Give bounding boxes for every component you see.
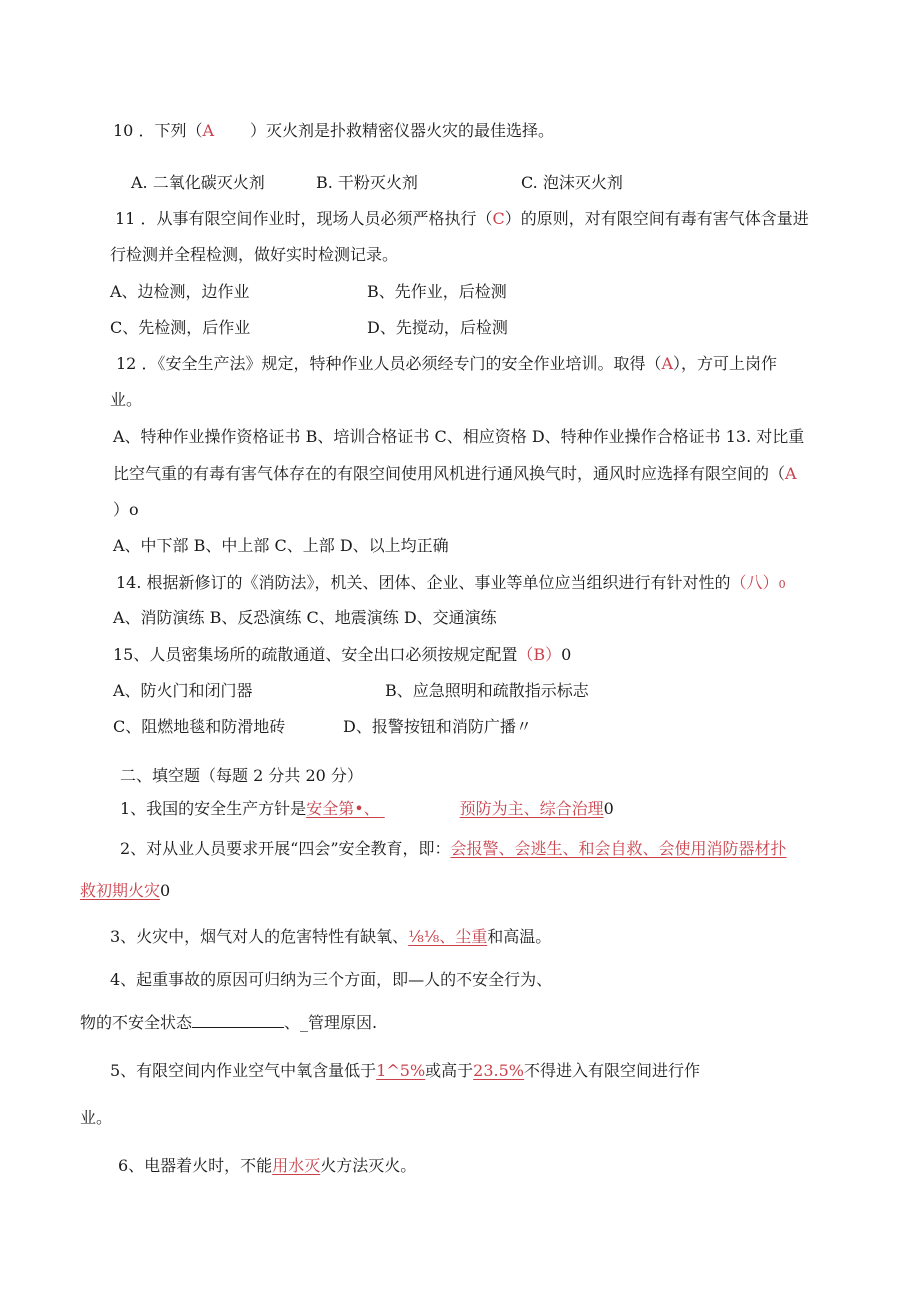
fill-5-pre: 5、有限空间内作业空气中氧含量低于	[110, 1061, 377, 1080]
q12-stem	[116, 354, 777, 374]
fill-3-answer: ⅛⅛、尘重	[408, 927, 488, 946]
fill-5-mid: 或高于	[425, 1061, 474, 1080]
fill-6-pre: 6、电器着火时，不能	[118, 1156, 273, 1175]
q10-answer: A	[202, 121, 215, 140]
q11-option-d: D、先搅动，后检测	[367, 318, 508, 337]
q14-answer: （八）	[730, 573, 779, 592]
q11-line2: 行检测并全程检测，做好实时检测记录。	[110, 245, 399, 264]
q11-option-b: B、先作业，后检测	[367, 282, 507, 301]
fill-1-answer-2: 预防为主、综合治理	[459, 799, 604, 818]
fill-6	[118, 1156, 416, 1176]
q11-option-c: C、先检测，后作业	[110, 318, 251, 337]
q11-stem	[115, 209, 809, 229]
fill-5-post: 不得进入有限空间进行作	[524, 1061, 701, 1080]
q11-post: ）的原则，对有限空间有毒有害气体含量进	[504, 209, 809, 228]
q11-answer: C	[492, 209, 505, 228]
fill-2	[120, 839, 787, 859]
fill-2-answer-2: 救初期火灾	[80, 881, 161, 900]
q14-tail: 0	[778, 578, 786, 591]
fill-1-post: 0	[603, 799, 614, 818]
q11-option-a: A、边检测，边作业	[110, 282, 250, 301]
q15-pre: 15、人员密集场所的疏散通道、安全出口必须按规定配置	[113, 645, 518, 664]
q15-stem	[113, 645, 571, 665]
fill-4-line1: 4、起重事故的原因可归纳为三个方面，即—人的不安全行为、	[110, 970, 553, 989]
fill-6-post: 火方法灭火。	[320, 1156, 417, 1175]
fill-2-pre: 2、对从业人员要求开展“四会”安全教育，即：	[120, 839, 451, 858]
fill-6-answer: 用水灭	[272, 1156, 321, 1175]
fill-3	[110, 927, 551, 947]
q13-pre: 比空气重的有毒有害气体存在的有限空间使用风机进行通风换气时，通风时应选择有限空间的（	[113, 464, 786, 483]
q12-line2: 业。	[110, 390, 143, 409]
fill-2-line2	[80, 881, 170, 901]
fill-3-post: 和高温。	[487, 927, 552, 946]
q15-option-a: A、防火门和闭门器	[113, 681, 253, 700]
q15-option-d: D、报警按钮和消防广播〃	[343, 717, 532, 736]
fill-4-line2	[80, 1013, 377, 1033]
q10-option-a: A. 二氧化碳灭火剂	[131, 173, 265, 192]
q13-answer: A	[785, 464, 797, 483]
q15-option-b: B、应急照明和疏散指示标志	[385, 681, 589, 700]
q13-options: A、中下部 B、中上部 C、上部 D、以上均正确	[113, 536, 449, 555]
q10-pre: 10 ．下列（	[113, 121, 203, 140]
fill-1-answer-1: 安全第•、	[306, 799, 380, 818]
q15-post: 0	[561, 645, 572, 664]
fill-5-answer-2: 23.5%	[473, 1061, 524, 1080]
fill-5	[110, 1061, 700, 1081]
q11-pre: 11 ．从事有限空间作业时，现场人员必须严格执行（	[115, 209, 493, 228]
fill-4-post: 管理原因.	[308, 1013, 378, 1032]
q14-stem	[116, 573, 786, 595]
q12-pre: 12 ．《安全生产法》规定，特种作业人员必须经专门的安全作业培训。取得（	[116, 354, 662, 373]
q10-option-c: C. 泡沫灭火剂	[521, 173, 623, 192]
fill-4-mid: 、_	[284, 1013, 309, 1032]
q15-answer: （B）	[517, 645, 562, 664]
q10-post: ）灭火剂是扑救精密仪器火灾的最佳选择。	[250, 121, 555, 140]
fill-5-answer-1: 1^5%	[376, 1061, 426, 1080]
fill-2-answer-1: 会报警、会逃生、和会自救、会使用消防器材扑	[450, 839, 787, 858]
fill-2-post: 0	[160, 881, 171, 900]
q10-stem	[113, 121, 554, 141]
q14-pre: 14. 根据新修订的《消防法》，机关、团体、企业、事业等单位应当组织进行有针对性的	[116, 573, 731, 592]
section-title: 二、填空题（每题 2 分共 20 分）	[120, 766, 363, 785]
q10-option-b: B. 干粉灭火剂	[316, 173, 418, 192]
fill-1	[120, 799, 614, 819]
q13-line2: ）o	[113, 500, 139, 519]
fill-1-pre: 1、我国的安全生产方针是	[120, 799, 307, 818]
q12-post: ），方可上岗作	[673, 354, 778, 373]
fill-3-pre: 3、火灾中，烟气对人的危害特性有缺氧、	[110, 927, 409, 946]
fill-4-blank	[192, 1013, 284, 1028]
q13-stem	[113, 464, 797, 484]
fill-1-gap	[380, 799, 460, 819]
fill-5-line2: 业。	[80, 1108, 113, 1127]
q12-options: A、特种作业操作资格证书 B、培训合格证书 C、相应资格 D、特种作业操作合格证书 13. 对比重	[113, 427, 805, 446]
q12-answer: A	[661, 354, 674, 373]
fill-4-pre: 物的不安全状态	[80, 1013, 193, 1032]
q15-option-c: C、阻燃地毯和防滑地砖	[113, 717, 286, 736]
q14-options: A、消防演练 B、反恐演练 C、地震演练 D、交通演练	[113, 608, 497, 627]
